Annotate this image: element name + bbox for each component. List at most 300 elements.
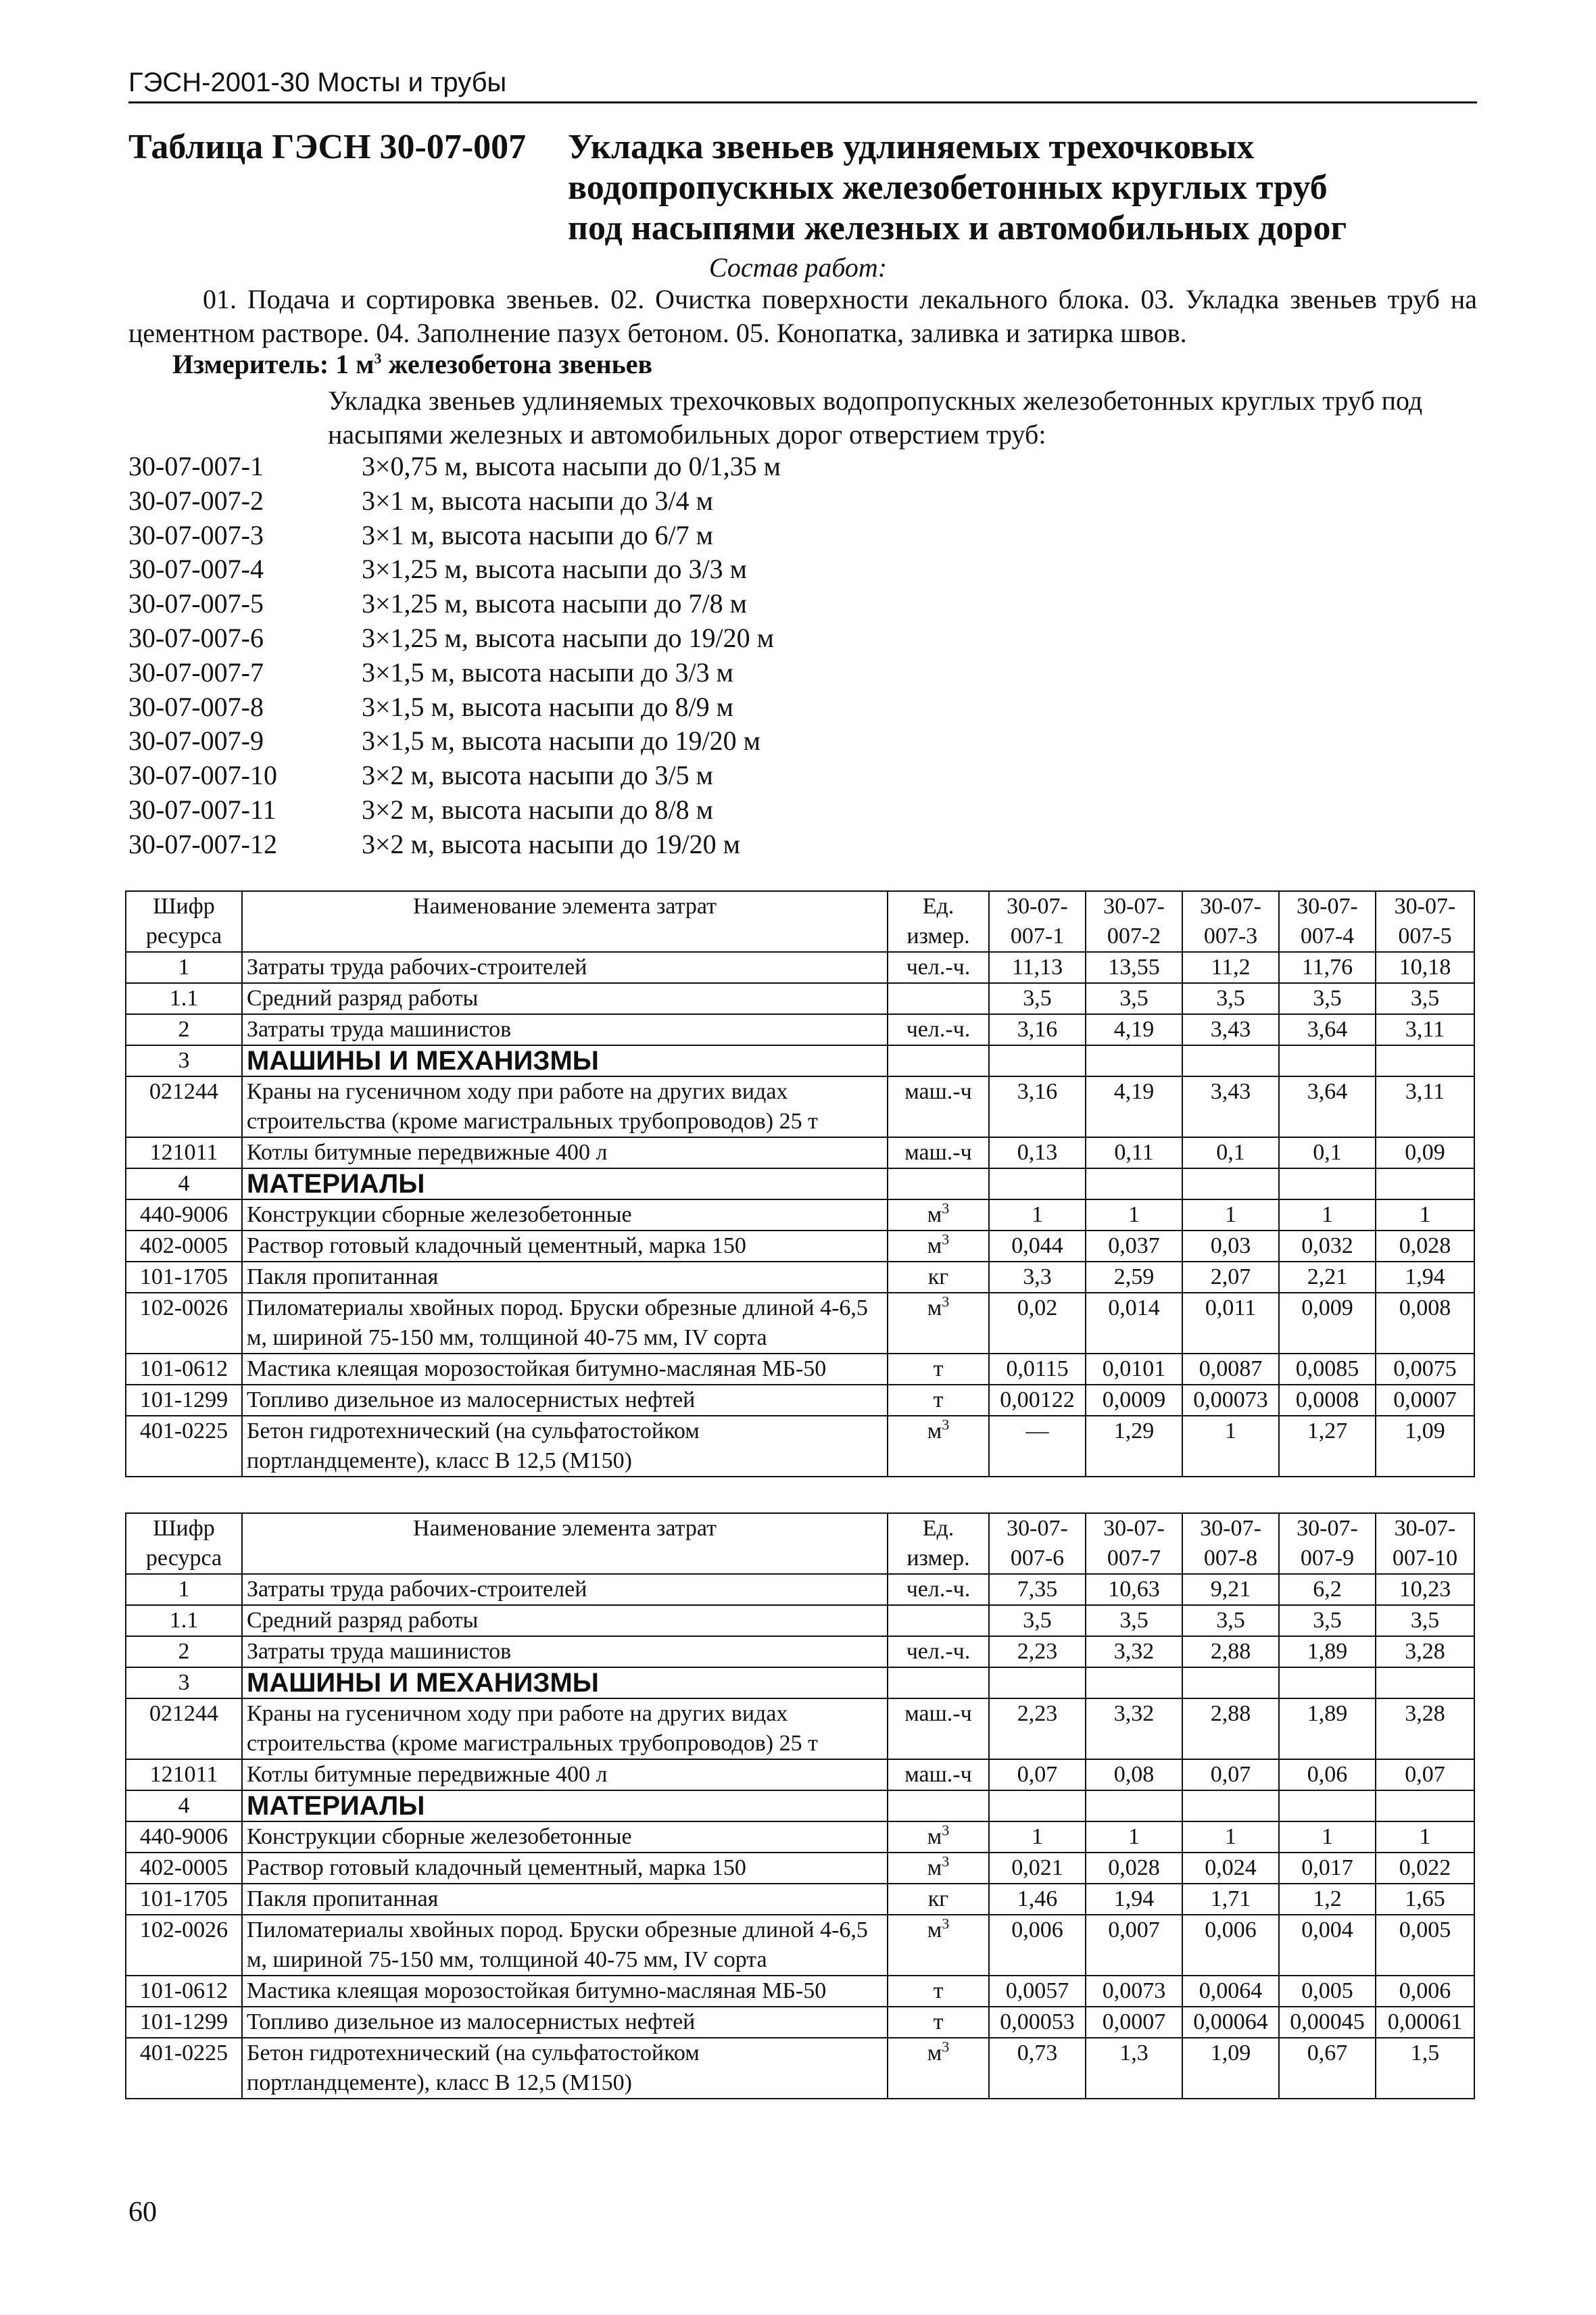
norm-value: 3,32 [1086, 1636, 1182, 1667]
norm-value: 1,71 [1182, 1884, 1279, 1915]
norm-value: 0,67 [1279, 2038, 1376, 2099]
norm-value: 10,63 [1086, 1574, 1182, 1605]
norm-value: 0,044 [989, 1231, 1086, 1262]
norm-value: 3,5 [1182, 983, 1279, 1014]
norm-value: 0,73 [989, 2038, 1086, 2099]
norm-value: 0,0007 [1086, 2007, 1182, 2038]
norm-value: 0,004 [1279, 1915, 1376, 1976]
empty-cell [888, 1045, 989, 1076]
section-title: МАТЕРИАЛЫ [242, 1790, 888, 1821]
norm-value: 0,07 [1376, 1759, 1474, 1790]
norm-value: 0,07 [1182, 1759, 1279, 1790]
unit-text: чел.-ч. [906, 955, 971, 980]
header-code-line: Шифр [153, 894, 215, 919]
norm-value: 0,00061 [1376, 2007, 1474, 2038]
unit-text: м [927, 1824, 942, 1849]
header-code-line: ресурса [145, 1546, 222, 1571]
table-label: Таблица ГЭСН 30-07-007 [128, 128, 527, 166]
unit-text: м [927, 1295, 942, 1320]
table-row [126, 1976, 1474, 2007]
header-norm-column [989, 891, 1086, 952]
norm-value: 0,13 [989, 1137, 1086, 1168]
page-number: 60 [128, 2197, 157, 2228]
resource-code: 021244 [126, 1076, 242, 1137]
norm-value: 0,024 [1182, 1853, 1279, 1884]
norm-code: 30-07-007-11 [128, 794, 276, 825]
norm-row [128, 587, 781, 621]
resource-name: Средний разряд работы [242, 1605, 888, 1636]
resource-name: Пиломатериалы хвойных пород. Бруски обрезные длиной 4-6,5 м, шириной 75-150 мм, толщиной 40-75 мм, IV сорта [242, 1293, 888, 1354]
section-row [126, 1045, 1474, 1076]
resource-unit [888, 1199, 989, 1231]
norm-code: 30-07-007-10 [128, 760, 277, 791]
header-code [126, 1513, 242, 1574]
resource-name: Бетон гидротехнический (на сульфатостойком портландцементе), класс В 12,5 (М150) [242, 2038, 888, 2099]
header-norm-line: 007-1 [1010, 924, 1065, 949]
norm-description: 3×1 м, высота насыпи до 3/4 м [362, 485, 713, 516]
header-norm-line: 007-5 [1398, 924, 1452, 949]
table-row [126, 1293, 1474, 1354]
unit-text: чел.-ч. [906, 1017, 971, 1042]
header-norm-line: 30-07- [1394, 1516, 1456, 1541]
header-norm-column [1376, 1513, 1474, 1574]
norm-value: 3,5 [989, 1605, 1086, 1636]
unit-text: м [927, 1202, 942, 1227]
section-title: МАТЕРИАЛЫ [242, 1168, 888, 1199]
header-norm-line: 007-7 [1107, 1546, 1161, 1571]
resource-name: Средний разряд работы [242, 983, 888, 1014]
unit-sup: 3 [942, 1293, 950, 1310]
norm-description: 3×1,25 м, высота насыпи до 19/20 м [362, 622, 774, 653]
resource-unit [888, 1698, 989, 1759]
norm-value: 0,0073 [1086, 1976, 1182, 2007]
unit-text: т [933, 1387, 944, 1412]
norm-description: 3×1,25 м, высота насыпи до 7/8 м [362, 588, 747, 619]
norm-description: 3×1,5 м, высота насыпи до 19/20 м [362, 725, 760, 757]
header-norm-line: 007-4 [1300, 924, 1355, 949]
resource-code: 4 [126, 1790, 242, 1821]
norm-value: 0,08 [1086, 1759, 1182, 1790]
norm-row [128, 759, 781, 793]
unit-text: м [927, 1917, 942, 1942]
resource-name: Пакля пропитанная [242, 1884, 888, 1915]
work-composition-text: 01. Подача и сортировка звеньев. 02. Очистка поверхности лекального блока. 03. Укладка звеньев труб на цементном растворе. 04. Заполнение пазух бетоном. 05. Конопатка, заливка и затирка швов. [128, 284, 1477, 348]
norm-value: 3,64 [1279, 1014, 1376, 1045]
norm-value: 3,11 [1376, 1076, 1474, 1137]
norm-value: 0,006 [989, 1915, 1086, 1976]
resource-name: Раствор готовый кладочный цементный, марка 150 [242, 1853, 888, 1884]
resource-unit [888, 1884, 989, 1915]
unit-text: маш.-ч [904, 1140, 972, 1165]
resource-code: 101-1705 [126, 1884, 242, 1915]
empty-cell [1279, 1045, 1376, 1076]
empty-cell [1376, 1168, 1474, 1199]
header-norm-line: 007-8 [1203, 1546, 1258, 1571]
norm-code: 30-07-007-7 [128, 657, 264, 688]
resource-code: 401-0225 [126, 2038, 242, 2099]
norm-value: 3,5 [1086, 983, 1182, 1014]
norm-value: 0,0075 [1376, 1354, 1474, 1385]
norm-value: 10,23 [1376, 1574, 1474, 1605]
norm-value: 0,0008 [1279, 1385, 1376, 1416]
unit-sup: 3 [942, 1915, 950, 1932]
resource-name: Топливо дизельное из малосернистых нефтей [242, 2007, 888, 2038]
resource-name: Топливо дизельное из малосернистых нефтей [242, 1385, 888, 1416]
norm-value: 1 [1376, 1821, 1474, 1853]
unit-text: м [927, 1855, 942, 1880]
header-norm-column [1279, 1513, 1376, 1574]
norm-value: 0,006 [1182, 1915, 1279, 1976]
header-norm-column [1376, 891, 1474, 952]
header-norm-line: 30-07- [1103, 1516, 1165, 1541]
empty-cell [1376, 1667, 1474, 1698]
header-code-line: Шифр [153, 1516, 215, 1541]
resource-unit [888, 1262, 989, 1293]
resource-table-2 [125, 1512, 1475, 2099]
norm-value: 1,46 [989, 1884, 1086, 1915]
empty-cell [888, 1168, 989, 1199]
resource-code: 101-1299 [126, 1385, 242, 1416]
table-title [568, 127, 1347, 249]
empty-cell [888, 1790, 989, 1821]
resource-code: 101-0612 [126, 1976, 242, 2007]
norm-value: 1,89 [1279, 1698, 1376, 1759]
norm-value: 3,5 [1182, 1605, 1279, 1636]
resource-unit [888, 1416, 989, 1477]
norm-code: 30-07-007-3 [128, 519, 264, 550]
header-norm-column [989, 1513, 1086, 1574]
resource-code: 440-9006 [126, 1821, 242, 1853]
norm-value: 1,09 [1376, 1416, 1474, 1477]
section-row [126, 1790, 1474, 1821]
header-norm-line: 007-6 [1010, 1546, 1065, 1571]
table-row [126, 1262, 1474, 1293]
norm-value: 3,16 [989, 1076, 1086, 1137]
resource-unit [888, 1385, 989, 1416]
norm-value: 1 [1376, 1199, 1474, 1231]
empty-cell [888, 1667, 989, 1698]
table-title-line: водопропускных железобетонных круглых труб [568, 168, 1328, 207]
norm-value: 1,2 [1279, 1884, 1376, 1915]
resource-code: 101-0612 [126, 1354, 242, 1385]
norm-code: 30-07-007-6 [128, 622, 264, 653]
norm-value: 3,5 [1279, 1605, 1376, 1636]
resource-unit [888, 952, 989, 983]
norm-value: 0,011 [1182, 1293, 1279, 1354]
norm-row [128, 519, 781, 553]
norm-value: 2,23 [989, 1636, 1086, 1667]
empty-cell [1376, 1045, 1474, 1076]
norm-value: 0,0007 [1376, 1385, 1474, 1416]
unit-sup: 3 [942, 1199, 950, 1217]
header-code [126, 891, 242, 952]
resource-name: Затраты труда рабочих-строителей [242, 1574, 888, 1605]
unit-text: т [933, 1356, 944, 1381]
norm-row [128, 450, 781, 484]
header-name: Наименование элемента затрат [242, 891, 888, 952]
norm-value: 1,27 [1279, 1416, 1376, 1477]
norm-value: 4,19 [1086, 1014, 1182, 1045]
norm-value: 0,028 [1086, 1853, 1182, 1884]
table-row [126, 1416, 1474, 1477]
norm-value: 1,3 [1086, 2038, 1182, 2099]
header-norm-line: 30-07- [1394, 894, 1456, 919]
unit-sup: 3 [942, 1416, 950, 1433]
norm-value: 0,022 [1376, 1853, 1474, 1884]
empty-cell [989, 1667, 1086, 1698]
norm-value: 1,65 [1376, 1884, 1474, 1915]
header-norm-column [1086, 891, 1182, 952]
norm-value: 9,21 [1182, 1574, 1279, 1605]
norm-value: 0,00053 [989, 2007, 1086, 2038]
header-norm-line: 30-07- [1297, 894, 1358, 919]
resource-name: Краны на гусеничном ходу при работе на других видах строительства (кроме магистральных трубопроводов) 25 т [242, 1076, 888, 1137]
norm-value: 0,017 [1279, 1853, 1376, 1884]
resource-code: 102-0026 [126, 1293, 242, 1354]
resource-code: 101-1299 [126, 2007, 242, 2038]
norm-value: 3,16 [989, 1014, 1086, 1045]
norm-value: 3,5 [1279, 983, 1376, 1014]
norm-value: 3,3 [989, 1262, 1086, 1293]
norm-row [128, 690, 781, 725]
norm-value: 0,028 [1376, 1231, 1474, 1262]
table-row [126, 1853, 1474, 1884]
unit-text: м [927, 2040, 942, 2066]
empty-cell [1182, 1790, 1279, 1821]
norm-value: 0,00122 [989, 1385, 1086, 1416]
norm-value: 1 [1279, 1199, 1376, 1231]
norm-code: 30-07-007-1 [128, 451, 264, 481]
resource-code: 402-0005 [126, 1853, 242, 1884]
resource-name: Затраты труда рабочих-строителей [242, 952, 888, 983]
norm-value: 1,09 [1182, 2038, 1279, 2099]
unit-text: маш.-ч [904, 1762, 972, 1787]
norm-value: 3,64 [1279, 1076, 1376, 1137]
resource-unit [888, 1574, 989, 1605]
resource-unit [888, 983, 989, 1014]
resource-unit [888, 1014, 989, 1045]
norm-description: 3×2 м, высота насыпи до 19/20 м [362, 828, 740, 859]
norm-description: 3×2 м, высота насыпи до 8/8 м [362, 794, 713, 825]
norm-value: 0,0101 [1086, 1354, 1182, 1385]
table-row [126, 1636, 1474, 1667]
resource-name: Котлы битумные передвижные 400 л [242, 1759, 888, 1790]
norm-value: 2,88 [1182, 1698, 1279, 1759]
header-code-line: ресурса [145, 924, 222, 949]
resource-table-1 [125, 890, 1475, 1477]
resource-code: 021244 [126, 1698, 242, 1759]
resource-name: Мастика клеящая морозостойкая битумно-масляная МБ-50 [242, 1976, 888, 2007]
header-norm-line: 007-3 [1203, 924, 1258, 949]
norm-value: 1 [989, 1199, 1086, 1231]
table-row [126, 1385, 1474, 1416]
norm-value: 11,2 [1182, 952, 1279, 983]
empty-cell [989, 1168, 1086, 1199]
norm-value: 1 [1182, 1416, 1279, 1477]
norm-value: 2,07 [1182, 1262, 1279, 1293]
norm-value: 0,008 [1376, 1293, 1474, 1354]
empty-cell [1182, 1667, 1279, 1698]
norm-value: 11,76 [1279, 952, 1376, 983]
resource-name: Затраты труда машинистов [242, 1014, 888, 1045]
table-title-line: под насыпями железных и автомобильных дорог [568, 209, 1347, 247]
resource-code: 101-1705 [126, 1262, 242, 1293]
norm-value: 3,5 [1086, 1605, 1182, 1636]
norm-value: 0,005 [1279, 1976, 1376, 2007]
norm-code: 30-07-007-12 [128, 828, 277, 859]
resource-code: 402-0005 [126, 1231, 242, 1262]
norm-value: 1 [1086, 1199, 1182, 1231]
norm-value: 3,28 [1376, 1636, 1474, 1667]
norm-row [128, 484, 781, 519]
empty-cell [1182, 1168, 1279, 1199]
resource-code: 121011 [126, 1759, 242, 1790]
empty-cell [989, 1045, 1086, 1076]
section-row [126, 1667, 1474, 1698]
resource-code: 102-0026 [126, 1915, 242, 1976]
norm-value: 1 [1182, 1199, 1279, 1231]
unit-text: чел.-ч. [906, 1577, 971, 1602]
norm-value: 1,89 [1279, 1636, 1376, 1667]
norm-description: 3×2 м, высота насыпи до 3/5 м [362, 760, 713, 791]
measure-unit [172, 348, 652, 380]
norm-code-list [128, 450, 781, 862]
table-row [126, 1354, 1474, 1385]
table-row [126, 1574, 1474, 1605]
empty-cell [1086, 1168, 1182, 1199]
resource-unit [888, 1354, 989, 1385]
norm-value: 0,0064 [1182, 1976, 1279, 2007]
header-norm-line: 30-07- [1200, 894, 1261, 919]
table-row [126, 1915, 1474, 1976]
unit-sup: 3 [942, 1821, 950, 1839]
resource-name: Пакля пропитанная [242, 1262, 888, 1293]
resource-name: Котлы битумные передвижные 400 л [242, 1137, 888, 1168]
table-row [126, 1137, 1474, 1168]
resource-code: 440-9006 [126, 1199, 242, 1231]
norm-description: 3×0,75 м, высота насыпи до 0/1,35 м [362, 451, 781, 481]
header-norm-line: 30-07- [1007, 1516, 1068, 1541]
norm-code: 30-07-007-2 [128, 485, 264, 516]
header-norm-column [1086, 1513, 1182, 1574]
table-row [126, 2038, 1474, 2099]
header-unit: Ед. измер. [888, 1513, 989, 1574]
norm-value: 6,2 [1279, 1574, 1376, 1605]
norm-value: 1 [989, 1821, 1086, 1853]
unit-sup: 3 [942, 2038, 950, 2055]
norm-value: 0,032 [1279, 1231, 1376, 1262]
norm-value: 0,1 [1279, 1137, 1376, 1168]
norm-value: 2,21 [1279, 1262, 1376, 1293]
empty-cell [1086, 1790, 1182, 1821]
norm-value: 2,88 [1182, 1636, 1279, 1667]
table-header-row [126, 1513, 1474, 1574]
table-row [126, 1231, 1474, 1262]
resource-code: 1 [126, 1574, 242, 1605]
table-header-row [126, 891, 1474, 952]
norm-value: 0,005 [1376, 1915, 1474, 1976]
resource-unit [888, 1853, 989, 1884]
norm-value: — [989, 1416, 1086, 1477]
empty-cell [1279, 1667, 1376, 1698]
norm-value: 0,09 [1376, 1137, 1474, 1168]
norm-value: 0,009 [1279, 1293, 1376, 1354]
resource-name: Конструкции сборные железобетонные [242, 1199, 888, 1231]
norm-description: 3×1 м, высота насыпи до 6/7 м [362, 519, 713, 550]
header-norm-line: 007-9 [1300, 1546, 1355, 1571]
table-row [126, 1605, 1474, 1636]
norm-value: 3,43 [1182, 1014, 1279, 1045]
norm-value: 1,29 [1086, 1416, 1182, 1477]
resource-name: Мастика клеящая морозостойкая битумно-масляная МБ-50 [242, 1354, 888, 1385]
norm-code: 30-07-007-5 [128, 588, 264, 619]
resource-unit [888, 1759, 989, 1790]
resource-code: 1.1 [126, 1605, 242, 1636]
resource-code: 3 [126, 1667, 242, 1698]
unit-text: т [933, 1978, 944, 2003]
norm-row [128, 724, 781, 759]
table-row [126, 1698, 1474, 1759]
norm-value: 0,00073 [1182, 1385, 1279, 1416]
empty-cell [1279, 1790, 1376, 1821]
norm-value: 3,43 [1182, 1076, 1279, 1137]
work-composition-heading: Состав работ: [708, 252, 888, 283]
norm-value: 3,32 [1086, 1698, 1182, 1759]
resource-code: 1.1 [126, 983, 242, 1014]
table-title-line: Укладка звеньев удлиняемых трехочковых [568, 128, 1255, 166]
resource-name: Пиломатериалы хвойных пород. Бруски обрезные длиной 4-6,5 м, шириной 75-150 мм, толщиной 40-75 мм, IV сорта [242, 1915, 888, 1976]
unit-text: т [933, 2009, 944, 2034]
norm-value: 3,28 [1376, 1698, 1474, 1759]
norm-value: 0,0085 [1279, 1354, 1376, 1385]
norm-value: 0,02 [989, 1293, 1086, 1354]
norm-value: 13,55 [1086, 952, 1182, 983]
unit-sup: 3 [942, 1853, 950, 1870]
norm-value: 1 [1182, 1821, 1279, 1853]
measure-suffix: железобетона звеньев [381, 349, 653, 379]
resource-unit [888, 1231, 989, 1262]
header-norm-line: 30-07- [1200, 1516, 1261, 1541]
norm-value: 10,18 [1376, 952, 1474, 983]
norm-value: 11,13 [989, 952, 1086, 983]
table-row [126, 983, 1474, 1014]
norm-row [128, 828, 781, 862]
resource-name: Краны на гусеничном ходу при работе на других видах строительства (кроме магистральных трубопроводов) 25 т [242, 1698, 888, 1759]
norm-value: 0,1 [1182, 1137, 1279, 1168]
table-row [126, 1076, 1474, 1137]
norm-value: 1 [1086, 1821, 1182, 1853]
unit-text: маш.-ч [904, 1079, 972, 1104]
resource-unit [888, 1915, 989, 1976]
norms-intro: Укладка звеньев удлиняемых трехочковых водопропускных железобетонных круглых труб под насыпями железных и автомобильных дорог отверстием труб: [328, 385, 1423, 450]
section-title: МАШИНЫ И МЕХАНИЗМЫ [242, 1667, 888, 1698]
section-title: МАШИНЫ И МЕХАНИЗМЫ [242, 1045, 888, 1076]
resource-name: Затраты труда машинистов [242, 1636, 888, 1667]
table-row [126, 1014, 1474, 1045]
norm-value: 3,5 [989, 983, 1086, 1014]
table-row [126, 952, 1474, 983]
norm-value: 3,5 [1376, 1605, 1474, 1636]
table-row [126, 1884, 1474, 1915]
running-header: ГЭСН-2001-30 Мосты и трубы [128, 68, 507, 97]
table-row [126, 1759, 1474, 1790]
norm-description: 3×1,5 м, высота насыпи до 8/9 м [362, 691, 733, 722]
resource-unit [888, 1976, 989, 2007]
header-norm-column [1279, 891, 1376, 952]
header-norm-line: 30-07- [1103, 894, 1165, 919]
table-row [126, 1821, 1474, 1853]
resource-name: Конструкции сборные железобетонные [242, 1821, 888, 1853]
